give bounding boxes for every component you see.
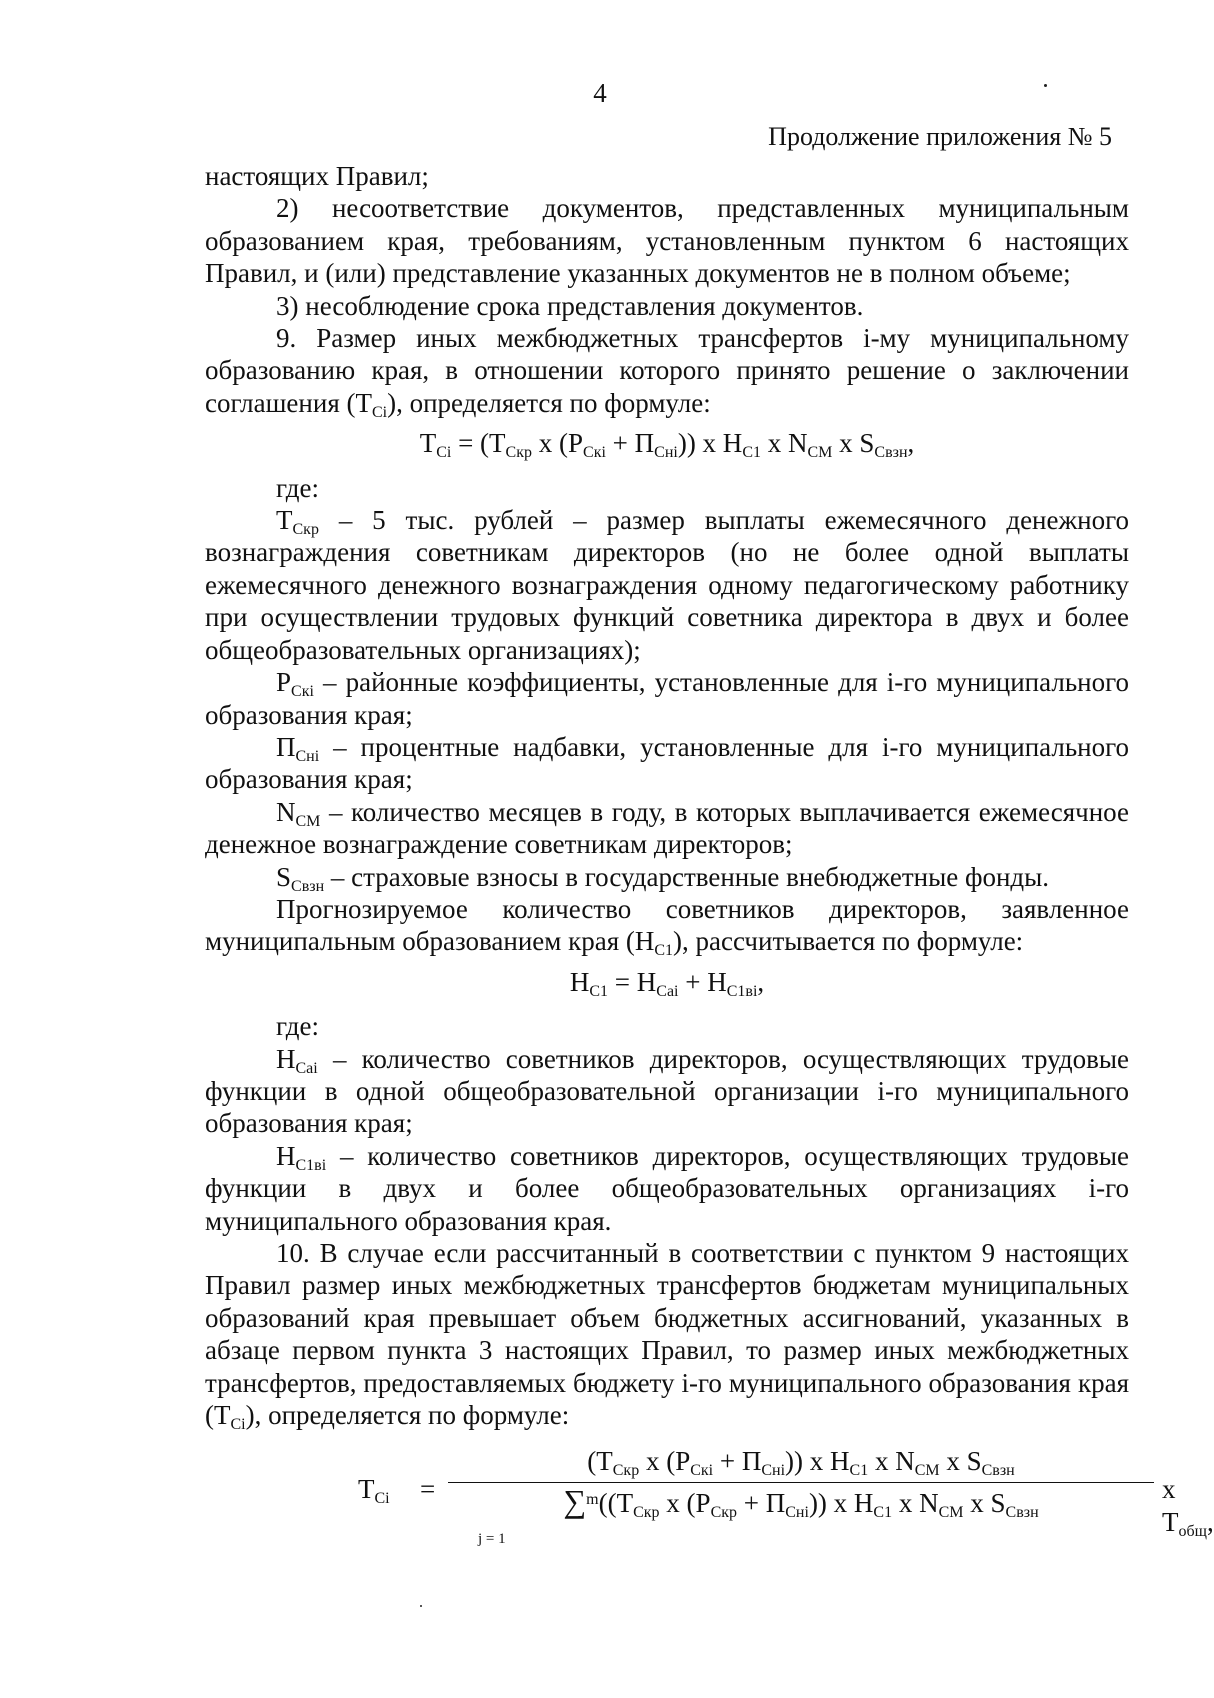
paragraph: 3) несоблюдение срока представления документов. bbox=[276, 290, 864, 321]
sum-lower-limit: j = 1 bbox=[478, 1530, 506, 1547]
continuation-header: Продолжение приложения № 5 bbox=[768, 122, 1112, 151]
definition-ncm: $N_{CМ}$ – количество месяцев в году, в которых выплачивается ежемесячное денежное вознаграждение советникам директоров; bbox=[205, 796, 1129, 860]
where-label: где: bbox=[276, 1011, 319, 1042]
formula-rhs: x $T_{общ}$, bbox=[1162, 1474, 1214, 1540]
document-body bbox=[205, 160, 1214, 1555]
where-label: где: bbox=[276, 472, 319, 503]
equals-sign: = bbox=[420, 1474, 436, 1505]
scan-speck bbox=[420, 1605, 422, 1607]
fraction bbox=[448, 1445, 1154, 1547]
page-number: 4 bbox=[593, 78, 607, 108]
definition-pcni: $П_{Cнi}$ – процентные надбавки, установленные для i-го муниципального образования края; bbox=[205, 731, 1129, 795]
fraction-numerator: ($T_{Скр}$ x $(P_{Cкi} + П_{Cнi})$) x $H_{C1}$ x $N_{CМ}$ x $S_{Cвзн}$ bbox=[587, 1446, 1015, 1480]
paragraph: настоящих Правил; bbox=[205, 161, 429, 191]
paragraph-10: 10. В случае если рассчитанный в соответствии с пунктом 9 настоящих Правил размер иных межбюджетных трансфертов бюджетам муниципальных образований края превышает объем бюджетных ассигнований, указанных в абзаце первом пункта 3 настоящих Правил, то размер иных межбюджетных трансфертов, предоставляемых бюджету i-го муниципального образования края $(T_{Ci})$, определяется по формуле: bbox=[205, 1238, 1129, 1434]
fraction-denominator: $\sum^m((T_{Скр}$ x $(P_{Cкр} + П_{Cнi})$) x $H_{C1}$ x $N_{CМ}$ x $S_{Cвзн}$ j = 1 bbox=[448, 1483, 1154, 1519]
formula-lhs: $T_{Ci}$ bbox=[358, 1474, 390, 1508]
formula-advisors-count: $H_{C1} = H_{Cаi} + H_{C1вi}$, bbox=[569, 966, 765, 1000]
paragraph-forecast: Прогнозируемое количество советников директоров, заявленное муниципальным образованием края $(H_{C1})$, рассчитывается по формуле: bbox=[205, 893, 1129, 960]
scan-speck bbox=[1044, 84, 1047, 87]
formula-transfer-size: $T_{Ci} = (T_{Скр}$ x $(P_{Cкi} + П_{Cнi})$) x $H_{C1}$ x $N_{CМ}$ x $S_{Cвзн}$, bbox=[419, 428, 915, 462]
definition-hcai: $H_{Cаi}$ – количество советников директоров, осуществляющих трудовые функции в одной общеобразовательной организации i-го муниципального образования края; bbox=[205, 1043, 1129, 1139]
definition-tskr: $T_{Скр} - 5$ тыс. рублей – размер выплаты ежемесячного денежного вознаграждения советникам директоров (но не более одной выплаты ежемесячного денежного вознаграждения одному педагогическому работнику при осуществлении трудовых функций советника директора в двух и более общеобразовательных организациях); bbox=[205, 505, 1129, 665]
definition-scvzn: $S_{Cвзн}$ – страховые взносы в государственные внебюджетные фонды. bbox=[276, 861, 1050, 895]
sum-upper-limit: m bbox=[586, 1490, 599, 1508]
paragraph-9: 9. Размер иных межбюджетных трансфертов i-му муниципальному образованию края, в отношении которого принято решение о заключении соглашения $(T_{Ci})$, определяется по формуле: bbox=[205, 323, 1129, 421]
definition-pcki: $P_{Cкi}$ – районные коэффициенты, установленные для i-го муниципального образования края; bbox=[205, 667, 1129, 730]
paragraph: 2) несоответствие документов, представленных муниципальным образованием края, требованиям, установленным пунктом 6 настоящих Правил, и (или) представление указанных документов не в полном объеме; bbox=[205, 193, 1129, 289]
formula-adjusted-transfer bbox=[205, 1445, 1214, 1555]
definition-hc1vi: $H_{C1вi}$ – количество советников директоров, осуществляющих трудовые функции в двух и более общеобразовательных организациях i-го муниципального образования края. bbox=[205, 1140, 1129, 1236]
sum-sign: ∑ bbox=[563, 1482, 587, 1519]
